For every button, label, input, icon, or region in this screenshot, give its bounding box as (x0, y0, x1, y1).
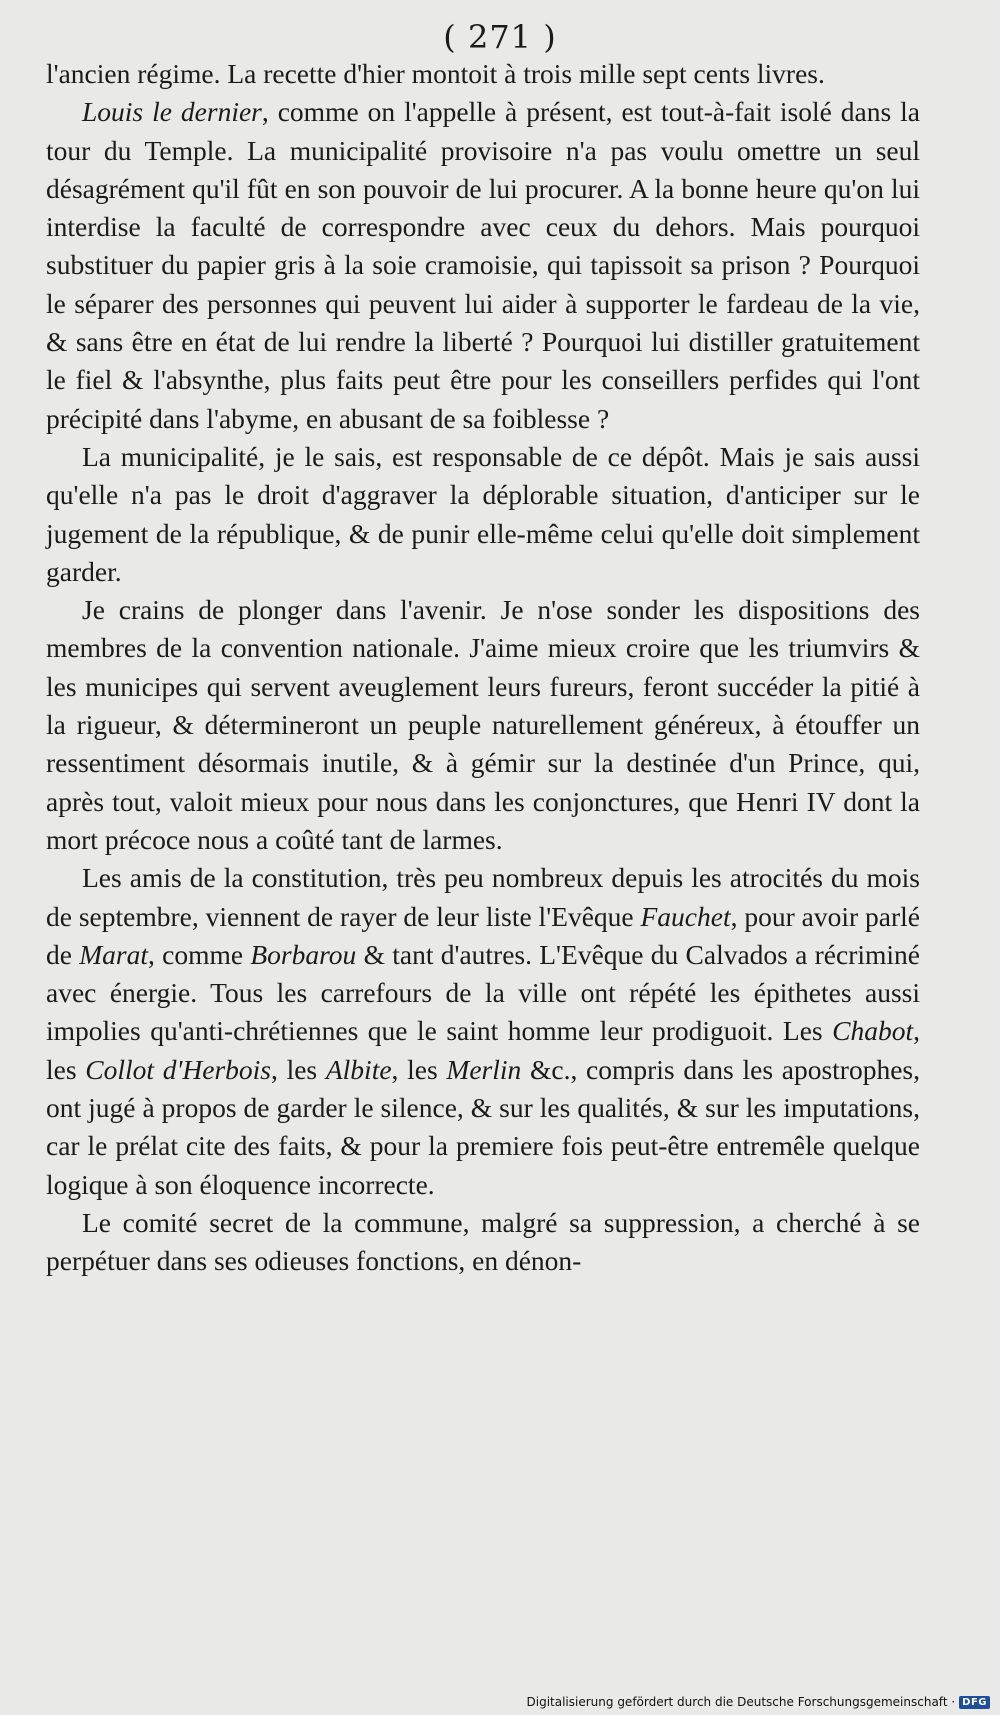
body-text (46, 55, 920, 1281)
italic-name: Fauchet (640, 900, 731, 932)
text-run: , les (271, 1053, 326, 1085)
text-run: , comme (147, 938, 251, 970)
italic-name: Chabot (832, 1015, 914, 1047)
digitization-credit (527, 1695, 990, 1709)
page-number: ( 271 ) (443, 18, 557, 56)
paragraph (46, 55, 920, 93)
dfg-logo-icon: DFG (959, 1696, 990, 1709)
paragraph (46, 859, 920, 1204)
text-run: , les (391, 1053, 447, 1085)
paragraph (46, 1204, 920, 1281)
text-run: Le comité secret de la commune, malgré sa suppression, a cherché à se perpétuer dans ses odieuses fonctions, en dénon- (46, 1206, 920, 1277)
text-run: l'ancien régime. La recette d'hier montoit à trois mille sept cents livres. (46, 58, 825, 89)
paragraph (46, 93, 920, 438)
italic-name: Borbarou (250, 938, 357, 970)
italic-name: Merlin (446, 1053, 522, 1085)
text-run: & tant d'autres. L'Evêque du Calvados a récriminé avec énergie. Tous les carrefours de la ville ont répété les épithetes aussi impolies qu'anti-chrétiennes que le saint homme leur prodiguoit. Les (46, 938, 920, 1047)
credit-text: Digitalisierung gefördert durch die Deutsche Forschungsgemeinschaft · (526, 1695, 956, 1709)
italic-name: Louis le dernier (82, 96, 262, 128)
text-run: &c., compris dans les apostrophes, ont jugé à propos de garder le silence, & sur les qualités, & sur les imputations, car le prélat cite des faits, & pour la premiere fois peut-être entremêle quelque logique à son éloquence incorrecte. (46, 1053, 920, 1200)
italic-name: Albite (325, 1053, 392, 1085)
text-run: La municipalité, je le sais, est responsable de ce dépôt. Mais je sais aussi qu'elle n'a pas le droit d'aggraver la déplorable situation, d'anticiper sur le jugement de la république, & de punir elle-même celui qu'elle doit simplement garder. (46, 440, 920, 587)
text-run: , les (46, 1015, 920, 1085)
text-run: , comme on l'appelle à présent, est tout-à-fait isolé dans la tour du Temple. La municipalité provisoire n'a pas voulu omettre un seul désagrément qu'il fût en son pouvoir de lui procurer. A la bonne heure qu'on lui interdise la faculté de correspondre avec ceux du dehors. Mais pourquoi substituer du papier gris à la soie cramoisie, qui tapissoit sa prison ? Pourquoi le séparer des personnes qui peuvent lui aider à supporter le fardeau de la vie, & sans être en état de lui rendre la liberté ? Pourquoi lui distiller gratuitement le fiel & l'absynthe, plus faits peut être pour les conseillers perfides qui l'ont précipité dans l'abyme, en abusant de sa foiblesse ? (46, 96, 920, 434)
italic-name: Marat (79, 938, 148, 970)
paragraph (46, 438, 920, 591)
paragraph (46, 591, 920, 859)
text-run: Les amis de la constitution, très peu nombreux depuis les atrocités du mois de septembre, viennent de rayer de leur liste l'Evêque (46, 862, 920, 932)
text-run: Je crains de plonger dans l'avenir. Je n'ose sonder les dispositions des membres de la convention nationale. J'aime mieux croire que les triumvirs & les municipes qui servent aveuglement leurs fureurs, feront succéder la pitié à la rigueur, & détermineront un peuple naturellement généreux, à étouffer un ressentiment désormais inutile, & à gémir sur la destinée d'un Prince, qui, après tout, valoit mieux pour nous dans les conjonctures, que Henri IV dont la mort précoce nous a coûté tant de larmes. (46, 594, 920, 855)
italic-name: Collot d'Herbois (85, 1053, 271, 1085)
text-run: , pour avoir parlé de (46, 900, 921, 970)
